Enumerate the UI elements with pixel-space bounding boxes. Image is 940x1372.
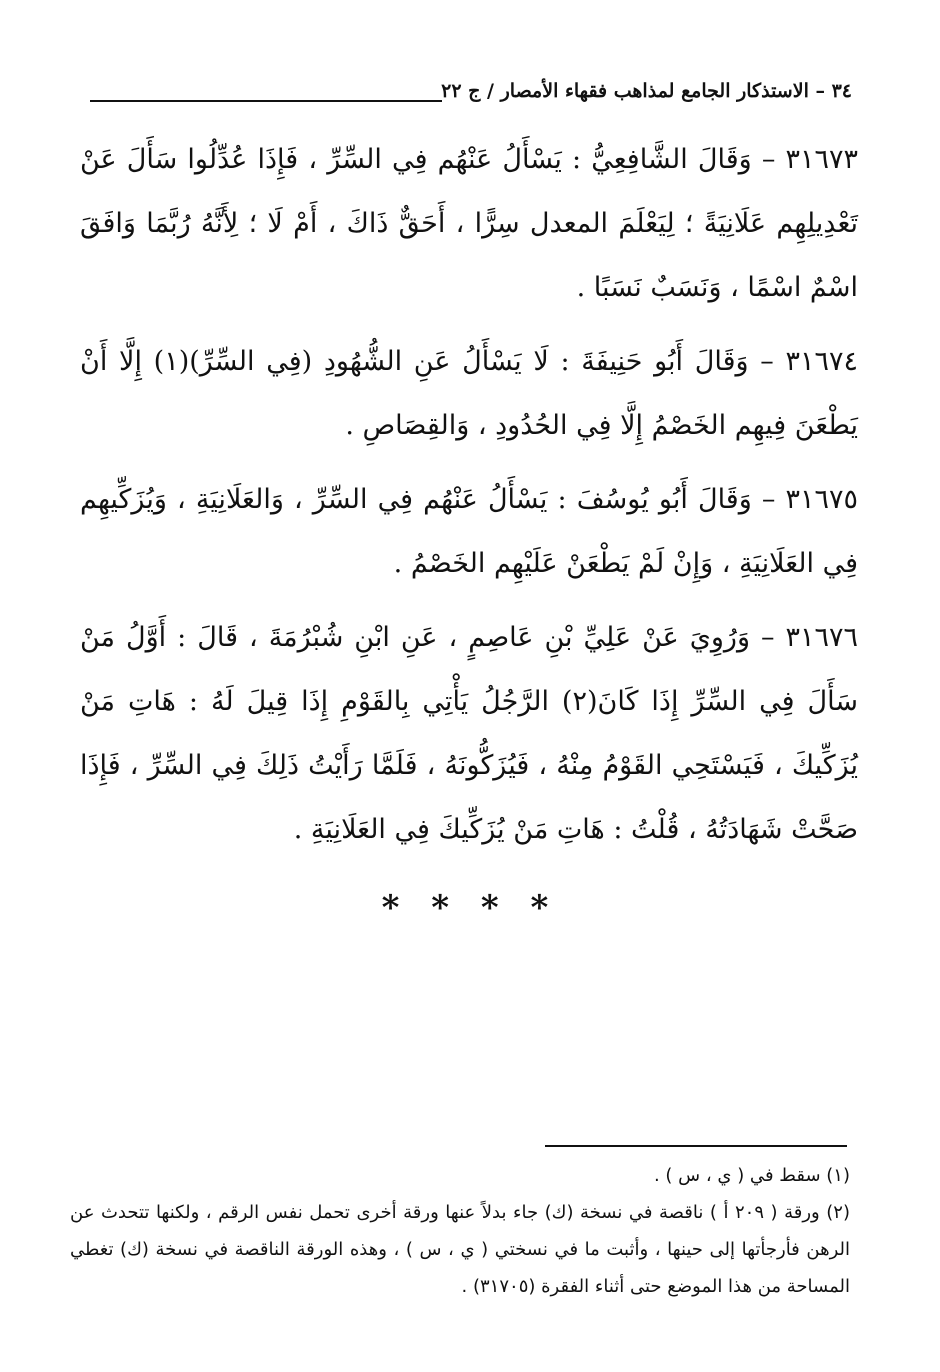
paragraph-31676: ٣١٦٧٦ – وَرُوِيَ عَنْ عَلِيِّ بْنِ عَاصِمٍ ، عَنِ ابْنِ شُبْرُمَةَ ، قَالَ : أَوَّلُ مَنْ سَأَلَ فِي السِّرِّ إِذَا كَانَ(٢) الرَّجُلُ يَأْتِي بِالقَوْمِ إِذَا قِيلَ لَهُ : هَاتِ مَنْ يُزَكِّيكَ ، فَيَسْتَحِي القَوْمُ مِنْهُ ، فَيُزَكُّونَهُ ، فَلَمَّا رَأَيْتُ ذَلِكَ فِي السِّرِّ ، فَإِذَا صَحَّتْ شَهَادَتُهُ ، قُلْتُ : هَاتِ مَنْ يُزَكِّيكَ فِي العَلَانِيَةِ . xyxy=(80,622,858,845)
paragraph-31673: ٣١٦٧٣ – وَقَالَ الشَّافِعِيُّ : يَسْأَلُ عَنْهُم فِي السِّرِّ ، فَإِذَا عُدِّلُوا سَأَلَ عَنْ تَعْدِيلِهِم عَلَانِيَةً ؛ لِيَعْلَمَ المعدل سِرًّا ، أَحَقٌّ ذَاكَ ، أَمْ لَا ؛ لِأَنَّهُ رُبَّمَا وَافَقَ اسْمٌ اسْمًا ، وَنَسَبٌ نَسَبًا . xyxy=(80,144,858,303)
header-rule xyxy=(90,100,442,102)
running-header: ٣٤ – الاستذكار الجامع لمذاهب فقهاء الأمصار / ج ٢٢ xyxy=(441,80,852,102)
paragraph-31675: ٣١٦٧٥ – وَقَالَ أَبُو يُوسُفَ : يَسْأَلُ عَنْهُم فِي السِّرِّ ، وَالعَلَانِيَةِ ، وَيُزَكِّيهِم فِي العَلَانِيَةِ ، وَإِنْ لَمْ يَطْعَنْ عَلَيْهِم الخَصْمُ . xyxy=(80,484,858,579)
paragraph-31674: ٣١٦٧٤ – وَقَالَ أَبُو حَنِيفَةَ : لَا يَسْأَلُ عَنِ الشُّهُودِ (فِي السِّرِّ)(١) إِلَّا أَنْ يَطْعَنَ فِيهِم الخَصْمُ إِلَّا فِي الحُدُودِ ، وَالقِصَاصِ . xyxy=(80,346,859,441)
main-text xyxy=(80,128,858,872)
footnote-rule xyxy=(545,1145,847,1147)
footnotes xyxy=(70,1157,850,1305)
section-separator: * * * * xyxy=(381,888,559,928)
footnote-2: (٢) ورقة ( ٢٠٩ أ ) ناقصة في نسخة (ك) جاء بدلاً عنها ورقة أخرى تحمل نفس الرقم ، ولكنها تتحدث عن الرهن فأرجأتها إلى حينها ، وأثبت ما في نسختي ( ي ، س ) ، وهذه الورقة الناقصة في نسخة (ك) تغطي المساحة من هذا الموضع حتى أثناء الفقرة (٣١٧٠٥) . xyxy=(70,1202,850,1297)
footnote-1: (١) سقط في ( ي ، س ) . xyxy=(653,1165,850,1186)
